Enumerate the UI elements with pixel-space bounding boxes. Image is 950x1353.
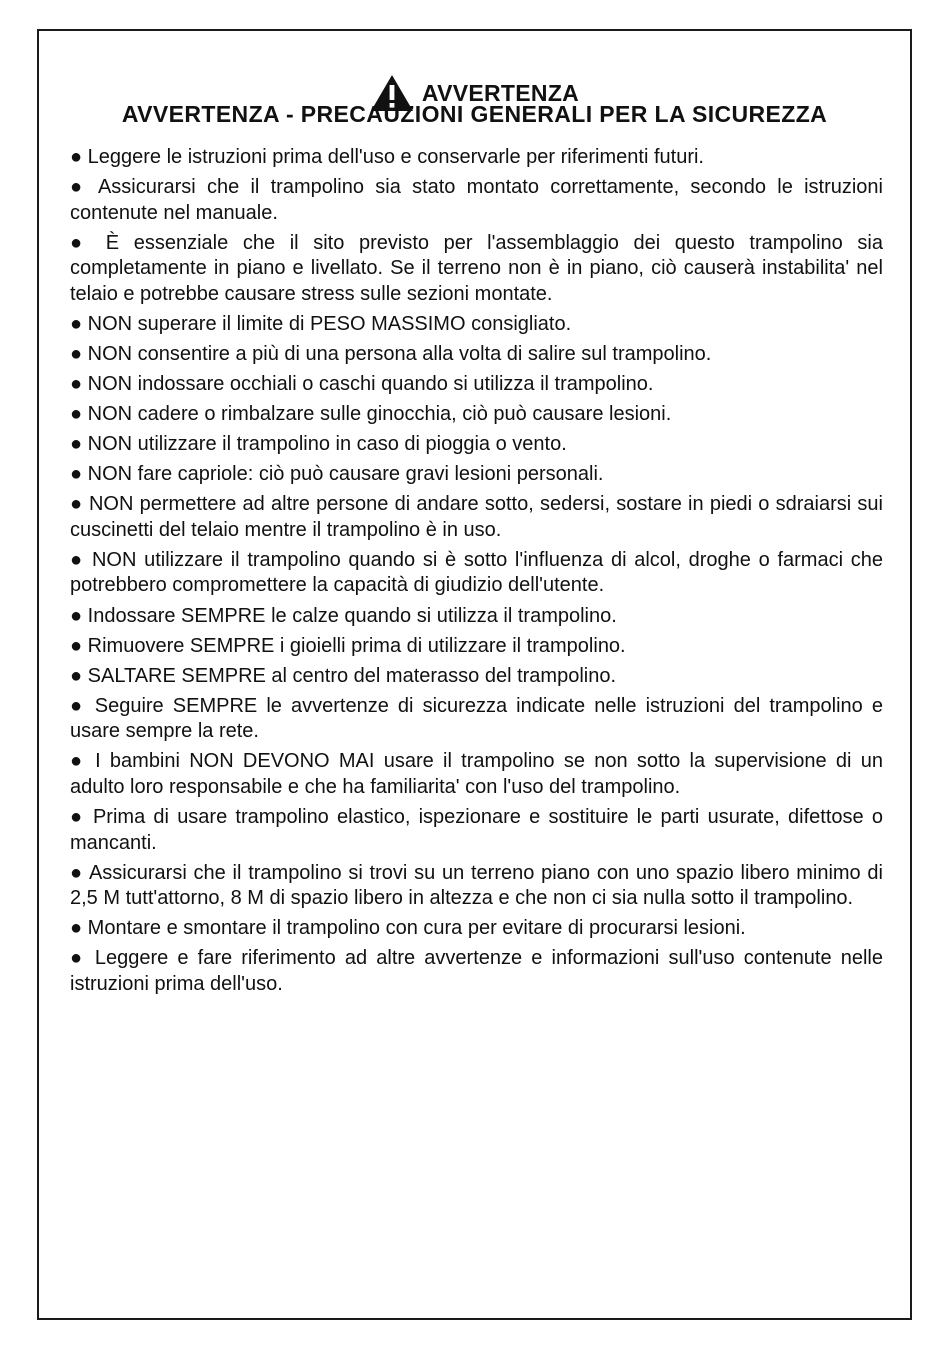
precaution-text: Leggere le istruzioni prima dell'uso e conservarle per riferimenti futuri. [87,146,704,168]
bullet-icon: ● [70,750,86,773]
precaution-item [70,604,883,630]
bullet-icon: ● [70,917,83,940]
bullet-icon: ● [70,947,86,970]
precaution-item [70,694,883,745]
precaution-text: SALTARE SEMPRE al centro del materasso del trampolino. [87,664,617,687]
precaution-item [70,946,883,997]
bullet-icon: ● [70,372,83,395]
precaution-item [70,342,883,368]
precaution-item [70,402,883,428]
bullet-icon: ● [70,176,88,199]
bullet-icon: ● [70,806,85,828]
precaution-item [70,861,883,912]
precaution-text: I bambini NON DEVONO MAI usare il trampolino se non sotto la supervisione di un adulto loro responsabile e che ha familiarita' con l'uso del trampolino. [70,750,883,798]
bullet-icon: ● [70,861,84,884]
precaution-text: NON consentire a più di una persona alla volta di salire sul trampolino. [87,342,712,365]
precaution-text: Seguire SEMPRE le avvertenze di sicurezza indicate nelle istruzioni del trampolino e usare sempre la rete. [70,694,883,743]
precaution-item [70,664,883,690]
precaution-text: NON cadere o rimbalzare sulle ginocchia, ciò può causare lesioni. [87,403,672,426]
bullet-icon: ● [70,694,86,717]
precaution-text: Prima di usare trampolino elastico, ispezionare e sostituire le parti usurate, difettose o mancanti. [70,806,883,854]
precaution-text: Leggere e fare riferimento ad altre avvertenze e informazioni sull'uso contenute nelle istruzioni prima dell'uso. [70,947,883,995]
precaution-item [70,548,883,599]
precaution-text: Rimuovere SEMPRE i gioielli prima di utilizzare il trampolino. [87,634,626,657]
bullet-icon: ● [70,463,83,486]
precaution-text: NON superare il limite di PESO MASSIMO consigliato. [87,312,572,335]
bullet-icon: ● [70,342,83,365]
precaution-item [70,462,883,488]
bullet-icon: ● [70,433,83,456]
precaution-item [70,312,883,338]
precaution-text: Assicurarsi che il trampolino si trovi su un terreno piano con uno spazio libero minimo di 2,5 M tutt'attorno, 8 M di spazio libero in altezza e che non ci sia nulla sotto il trampolino. [70,861,884,910]
warning-title: AVVERTENZA [421,79,580,106]
bullet-icon: ● [70,146,83,168]
precaution-text: NON utilizzare il trampolino quando si è sotto l'influenza di alcol, droghe o farmaci che potrebbero compromettere la capacità di giudizio dell'utente. [70,548,883,597]
bullet-icon: ● [70,548,85,571]
precaution-text: Montare e smontare il trampolino con cura per evitare di procurarsi lesioni. [87,917,746,940]
precaution-text: È essenziale che il sito previsto per l'assemblaggio dei questo trampolino sia completamente in piano e livellato. Se il terreno non è in piano, ciò causerà instabilita' nel telaio e potrebbe causare stress sulle sezioni montate. [70,231,883,305]
precaution-item [70,175,883,226]
precaution-item [70,749,883,800]
precaution-text: Indossare SEMPRE le calze quando si utilizza il trampolino. [87,604,617,627]
bullet-icon: ● [70,664,83,687]
bullet-icon: ● [70,634,83,657]
warning-subtitle: AVVERTENZA - PRECAUZIONI GENERALI PER LA SICUREZZA [121,101,828,127]
safety-precautions-list [70,145,883,1002]
bullet-icon: ● [70,231,92,254]
bullet-icon: ● [70,312,83,335]
precaution-item [70,916,883,942]
precaution-text: Assicurarsi che il trampolino sia stato montato correttamente, secondo le istruzioni contenute nel manuale. [70,176,883,224]
precaution-item [70,145,883,171]
precaution-text: NON indossare occhiali o caschi quando si utilizza il trampolino. [87,372,654,395]
precaution-item [70,432,883,458]
precaution-text: NON utilizzare il trampolino in caso di pioggia o vento. [87,433,567,456]
warning-frame [37,29,912,1320]
precaution-item [70,492,883,543]
precaution-item [70,805,883,856]
precaution-item [70,634,883,660]
precaution-text: NON fare capriole: ciò può causare gravi lesioni personali. [87,463,604,486]
bullet-icon: ● [70,604,83,627]
bullet-icon: ● [70,403,83,426]
precaution-item [70,231,883,308]
precaution-item [70,372,883,398]
precaution-text: NON permettere ad altre persone di andare sotto, sedersi, sostare in piedi o sdraiarsi sui cuscinetti del telaio mentre il trampolino è in uso. [70,493,883,541]
bullet-icon: ● [70,493,83,516]
